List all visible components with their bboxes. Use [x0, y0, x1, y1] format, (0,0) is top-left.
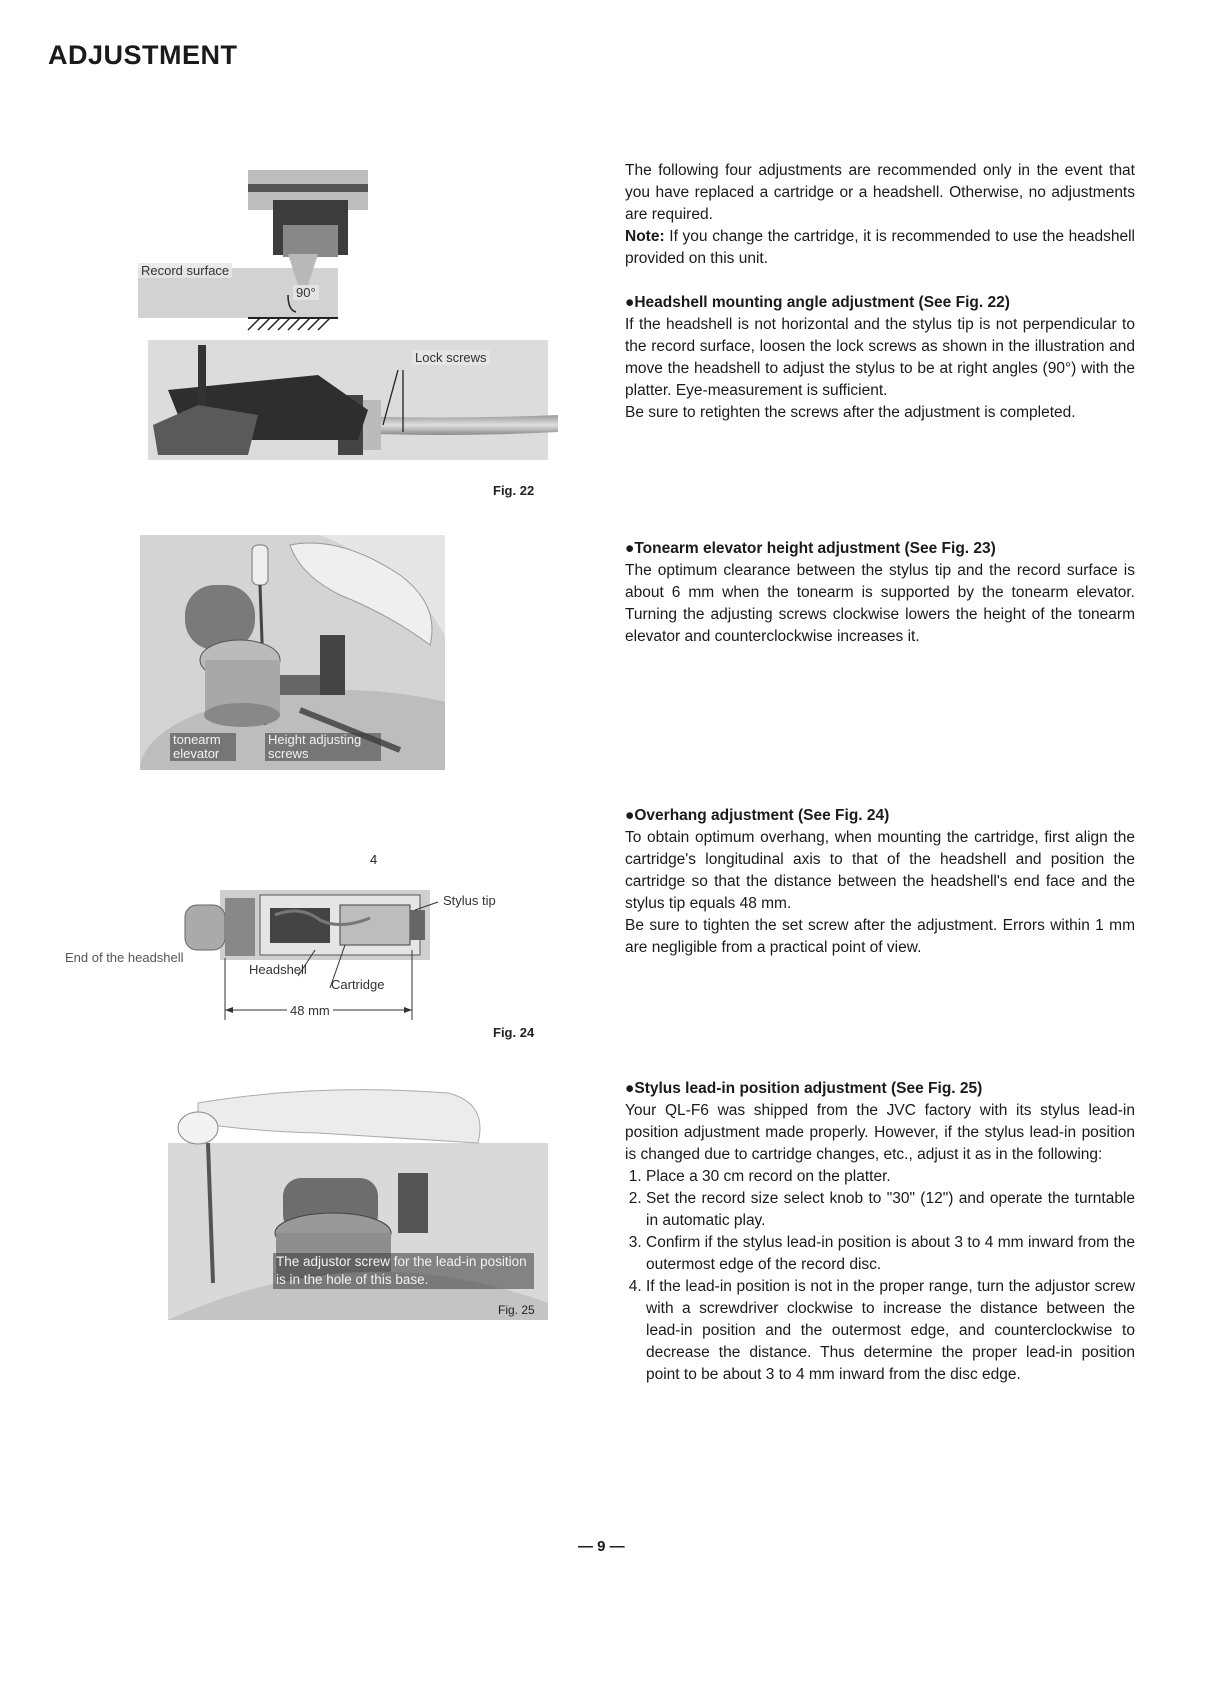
intro-note — [625, 226, 1135, 270]
overhang-body-2: Be sure to tighten the set screw after the adjustment. Errors within 1 mm are negligible from a practical point of view. — [625, 917, 1135, 956]
fig23-height-screws-label: Height adjusting screws — [265, 733, 381, 761]
overhang-body-1: To obtain optimum overhang, when mounting the cartridge, first align the cartridge's longitudinal axis to that of the headshell and position the cartridge so that the distance between the headshell's end face and the stylus tip equals 48 mm. — [625, 829, 1135, 912]
fig23-photo — [140, 535, 445, 770]
fig25-label: Fig. 25 — [498, 1303, 535, 1317]
fig22-lock-screws-label: Lock screws — [412, 350, 490, 365]
overhang-heading: ●Overhang adjustment (See Fig. 24) — [625, 807, 890, 824]
fig23-tonearm-elevator-label: tonearm elevator — [170, 733, 236, 761]
fig24-cartridge-label: Cartridge — [331, 977, 385, 992]
fig24-headshell-label: Headshell — [249, 962, 307, 977]
fig24-end-headshell-label: End of the headshell — [65, 950, 184, 965]
note-label: Note: — [625, 228, 665, 245]
note-text: If you change the cartridge, it is recommended to use the headshell provided on this unit. — [625, 228, 1135, 267]
headshell-body-1: If the headshell is not horizontal and the stylus tip is not perpendicular to the record surface, loosen the lock screws as shown in the illustration and move the headshell to adjust the stylus to be at right angles (90°) with the platter. Eye-measurement is sufficient. — [625, 316, 1135, 399]
fig22-label: Fig. 22 — [493, 483, 535, 498]
headshell-body-2: Be sure to retighten the screws after the adjustment is completed. — [625, 404, 1076, 421]
intro-text: The following four adjustments are recommended only in the event that you have replaced a cartridge or a headshell. Otherwise, no adjustments are required. — [625, 162, 1135, 223]
leadin-step: 1. Place a 30 cm record on the platter. — [646, 1166, 1135, 1188]
elevator-body: The optimum clearance between the stylus tip and the record surface is about 6 mm when the tonearm is supported by the tonearm elevator. Turning the adjusting screws clockwise lowers the height of the tonearm elevator and counterclockwise increases it. — [625, 562, 1135, 645]
leadin-step: 2. Set the record size select knob to "30" (12") and operate the turntable in automatic play. — [646, 1188, 1135, 1232]
fig22-record-surface-label: Record surface — [138, 263, 232, 278]
section-leadin — [625, 1078, 1135, 1386]
section-overhang — [625, 805, 1135, 959]
leadin-step: 3. Confirm if the stylus lead-in position is about 3 to 4 mm inward from the outermost edge of the record disc. — [646, 1232, 1135, 1276]
leadin-heading: ●Stylus lead-in position adjustment (See Fig. 25) — [625, 1080, 983, 1097]
fig24-label: Fig. 24 — [493, 1025, 535, 1040]
intro-block — [625, 160, 1135, 270]
fig24-illustration — [180, 870, 480, 1020]
elevator-heading: ●Tonearm elevator height adjustment (See Fig. 23) — [625, 540, 996, 557]
fig24-marker: 4 — [370, 852, 378, 867]
page-number: — 9 — — [578, 1538, 625, 1555]
headshell-heading: ●Headshell mounting angle adjustment (See Fig. 22) — [625, 294, 1010, 311]
page-title: ADJUSTMENT — [48, 40, 238, 70]
leadin-steps — [625, 1166, 1135, 1386]
fig22-illustration — [138, 170, 568, 470]
leadin-step: 4. If the lead-in position is not in the proper range, turn the adjustor screw with a screwdriver clockwise to increase the distance between the lead-in position and the outermost edge, and counterclockwise to decrease the distance. Thus determine the proper lead-in position point to be about 3 to 4 mm inward from the disc edge. — [646, 1276, 1135, 1386]
fig25-photo — [168, 1083, 548, 1320]
fig22-angle-label: 90° — [293, 285, 319, 300]
fig24-distance-label: 48 mm — [287, 1003, 333, 1018]
section-headshell — [625, 292, 1135, 424]
leadin-body: Your QL-F6 was shipped from the JVC factory with its stylus lead-in position adjustment made properly. However, if the stylus lead-in position is changed due to cartridge changes, etc., adjust it as in the following: — [625, 1102, 1135, 1163]
fig24-stylus-tip-label: Stylus tip — [443, 893, 496, 908]
fig25-caption: The adjustor screw for the lead-in position is in the hole of this base. — [273, 1253, 534, 1289]
section-elevator — [625, 538, 1135, 648]
